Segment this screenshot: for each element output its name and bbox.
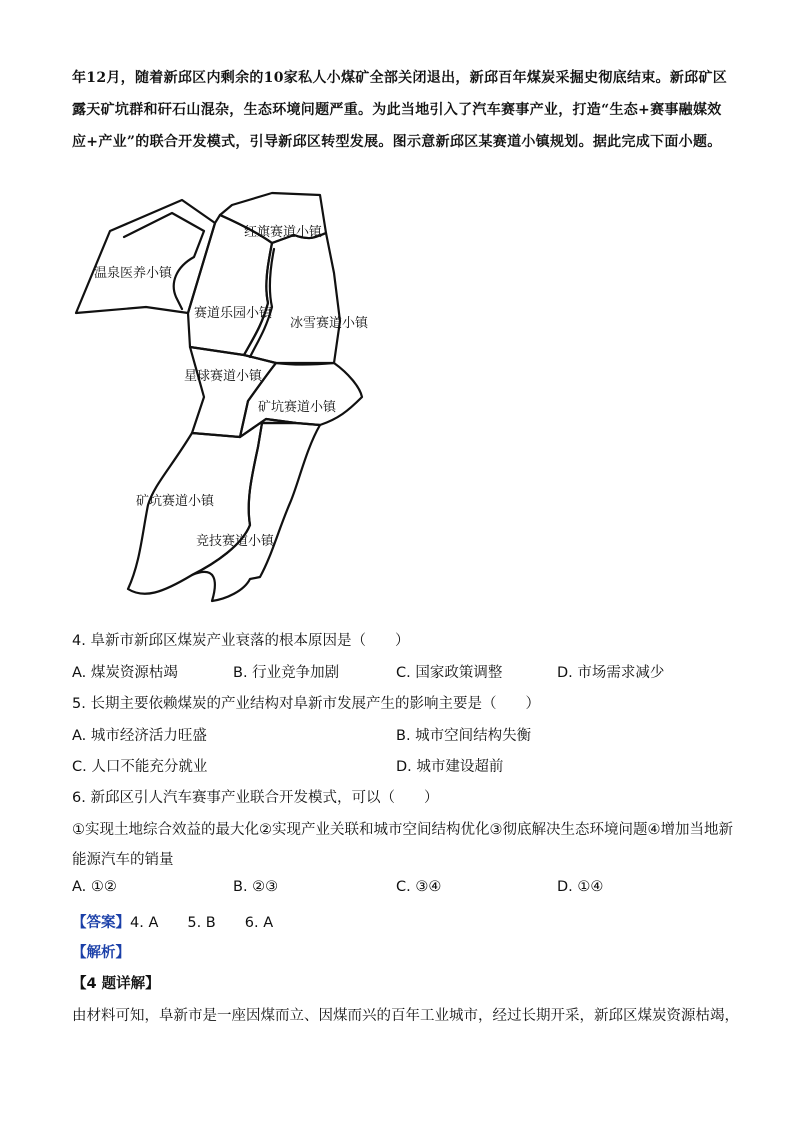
label-kuangkeng-lower: 矿坑赛道小镇 — [136, 494, 215, 509]
analysis-text: 由材料可知，阜新市是一座因煤而立、因煤而兴的百年工业城市，经过长期开采，新邱区煤炭资源枯竭， — [72, 1008, 739, 1024]
q5-option-a[interactable]: A. 城市经济活力旺盛 — [72, 728, 207, 744]
q5-option-c[interactable]: C. 人口不能充分就业 — [72, 759, 208, 775]
q5-option-b[interactable]: B. 城市空间结构失衡 — [396, 728, 532, 744]
map-labels — [94, 224, 369, 549]
q4-option-b[interactable]: B. 行业竞争加剧 — [233, 665, 340, 681]
q4-option-c[interactable]: C. 国家政策调整 — [396, 665, 503, 681]
answer-text: 4. A 5. B 6. A — [130, 915, 274, 931]
analysis-heading — [72, 941, 130, 962]
intro-line-2: 露天矿坑群和矸石山混杂，生态环境问题严重。为此当地引入了汽车赛事产业，打造“生态+赛事融媒效 — [72, 102, 722, 118]
analysis-tag: 【解析】 — [72, 945, 130, 961]
question-6-statements-cont: 能源汽车的销量 — [72, 852, 174, 868]
label-xingqiu: 星球赛道小镇 — [184, 369, 263, 384]
q6-option-b[interactable]: B. ②③ — [233, 879, 279, 895]
region-saidao-leyuan-inner — [250, 249, 274, 357]
intro-line-3: 应+产业”的联合开发模式，引导新邱区转型发展。图示意新邱区某赛道小镇规划。据此完成下面小题。 — [72, 134, 722, 150]
label-bingxue: 冰雪赛道小镇 — [290, 316, 369, 331]
region-jingji — [192, 423, 320, 601]
question-6-statements: ①实现土地综合效益的最大化②实现产业关联和城市空间结构优化③彻底解决生态环境问题④增加当地新 — [72, 822, 733, 838]
question-6-stem: 6. 新邱区引人汽车赛事产业联合开发模式，可以（ ） — [72, 790, 439, 806]
intro-line-1: 年12月，随着新邱区内剩余的10家私人小煤矿全部关闭退出，新邱百年煤炭采掘史彻底结束。新邱矿区 — [72, 70, 728, 86]
region-bingxue — [244, 233, 340, 365]
q4-detail-heading: 【4 题详解】 — [72, 976, 160, 992]
question-5-stem: 5. 长期主要依赖煤炭的产业结构对阜新市发展产生的影响主要是（ ） — [72, 696, 540, 712]
town-planning-map — [72, 185, 402, 615]
question-4-stem: 4. 阜新市新邱区煤炭产业衰落的根本原因是（ ） — [72, 633, 410, 649]
q6-option-a[interactable]: A. ①② — [72, 879, 117, 895]
answer-line — [72, 911, 273, 932]
answer-tag: 【答案】 — [72, 915, 130, 931]
label-wenquan: 温泉医养小镇 — [94, 266, 173, 281]
q6-option-c[interactable]: C. ③④ — [396, 879, 442, 895]
q4-option-d[interactable]: D. 市场需求减少 — [557, 665, 665, 681]
label-saidao-leyuan: 赛道乐园小镇 — [194, 306, 273, 321]
q5-option-d[interactable]: D. 城市建设超前 — [396, 759, 504, 775]
map-svg — [72, 185, 402, 615]
label-jingji: 竞技赛道小镇 — [196, 534, 275, 549]
label-kuangkeng-upper: 矿坑赛道小镇 — [258, 400, 337, 415]
region-wenquan-inner — [124, 213, 204, 309]
label-hongqi: 红旗赛道小镇 — [244, 225, 323, 240]
q6-option-d[interactable]: D. ①④ — [557, 879, 604, 895]
q4-option-a[interactable]: A. 煤炭资源枯竭 — [72, 665, 178, 681]
